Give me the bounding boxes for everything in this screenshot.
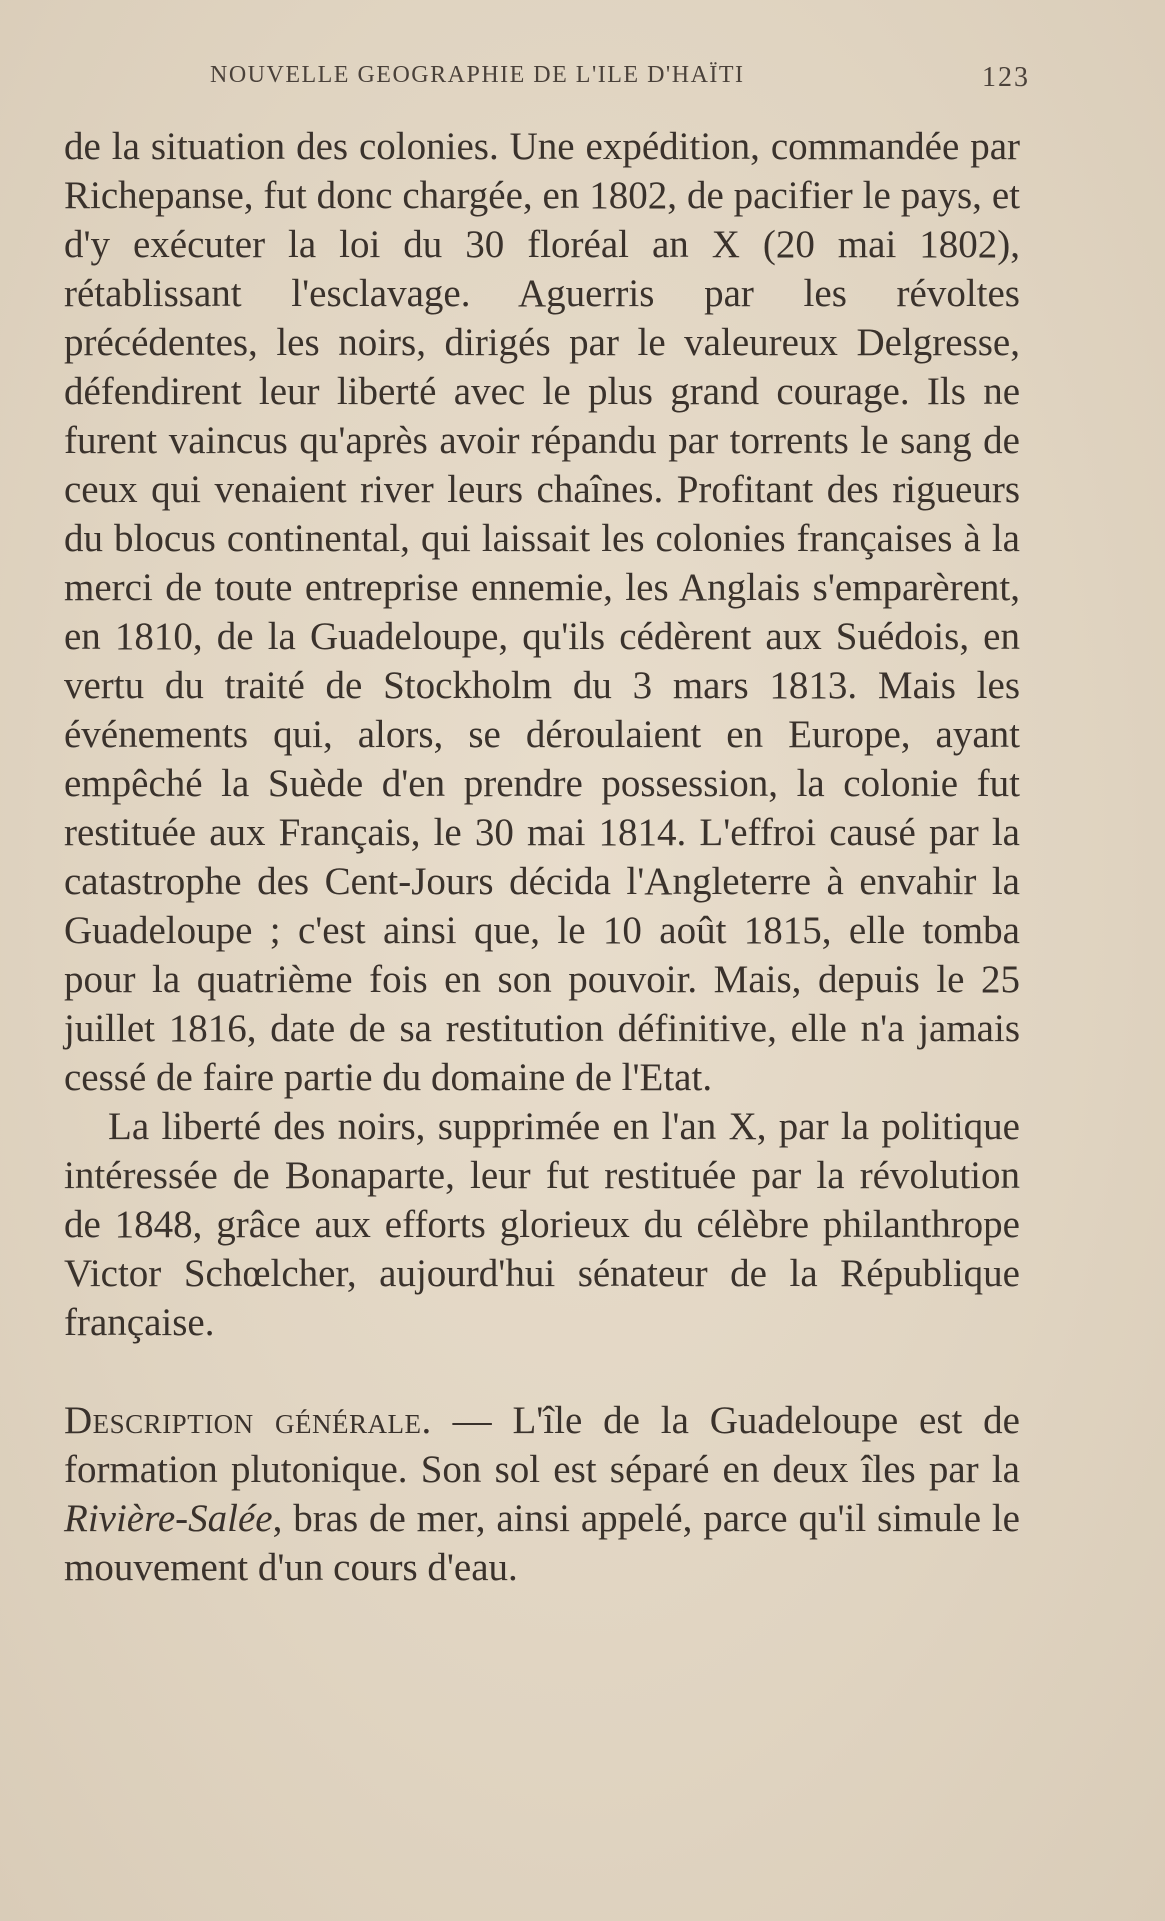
paragraph-history: de la situation des colonies. Une expédition, commandée par Richepanse, fut donc chargée, en 1802, de pacifier le pays, et d'y exécuter la loi du 30 floréal an X (20 mai 1802), rétablissant l'esclavage. Aguerris par les révoltes précédentes, les noirs, dirigés par le valeureux Delgresse, défendirent leur liberté avec le plus grand courage. Ils ne furent vaincus qu'après avoir répandu par torrents le sang de ceux qui venaient river leurs chaînes. Profitant des rigueurs du blocus continental, qui laissait les colonies françaises à la merci de toute entreprise ennemie, les Anglais s'emparèrent, en 1810, de la Guadeloupe, qu'ils cédèrent aux Suédois, en vertu du traité de Stockholm du 3 mars 1813. Mais les événements qui, alors, se déroulaient en Europe, ayant empêché la Suède d'en prendre possession, la colonie fut restituée aux Français, le 30 mai 1814. L'effroi causé par la catastrophe des Cent-Jours décida l'Angleterre à envahir la Guadeloupe ; c'est ainsi que, le 10 août 1815, elle tomba pour la quatrième fois en son pouvoir. Mais, depuis le 25 juillet 1816, date de sa restitution définitive, elle n'a jamais cessé de faire partie du domaine de l'Etat. <box>64 125 1020 1099</box>
running-title: NOUVELLE GEOGRAPHIE DE L'ILE D'HAÏTI <box>210 62 745 88</box>
description-text-start: L'île de la Guadeloupe est de formation plutonique. Son sol est séparé en deux îles par la <box>64 1399 1020 1491</box>
place-name-riviere-salee: Rivière-Salée <box>64 1497 273 1540</box>
paragraph-description <box>64 1396 1020 1592</box>
section-dash: — <box>431 1399 513 1442</box>
page-number: 123 <box>982 62 1030 93</box>
running-head <box>210 62 1030 102</box>
description-text-end: , bras de mer, ainsi appelé, parce qu'il simule le mouvement d'un cours d'eau. <box>64 1497 1020 1589</box>
body-text <box>64 122 1020 1592</box>
section-heading: Description générale. <box>64 1399 432 1442</box>
paragraph-liberty: La liberté des noirs, supprimée en l'an X, par la politique intéressée de Bonaparte, leur fut restituée par la révolution de 1848, grâce aux efforts glorieux du célèbre philanthrope Victor Schœlcher, aujourd'hui sénateur de la République française. <box>64 1105 1020 1344</box>
